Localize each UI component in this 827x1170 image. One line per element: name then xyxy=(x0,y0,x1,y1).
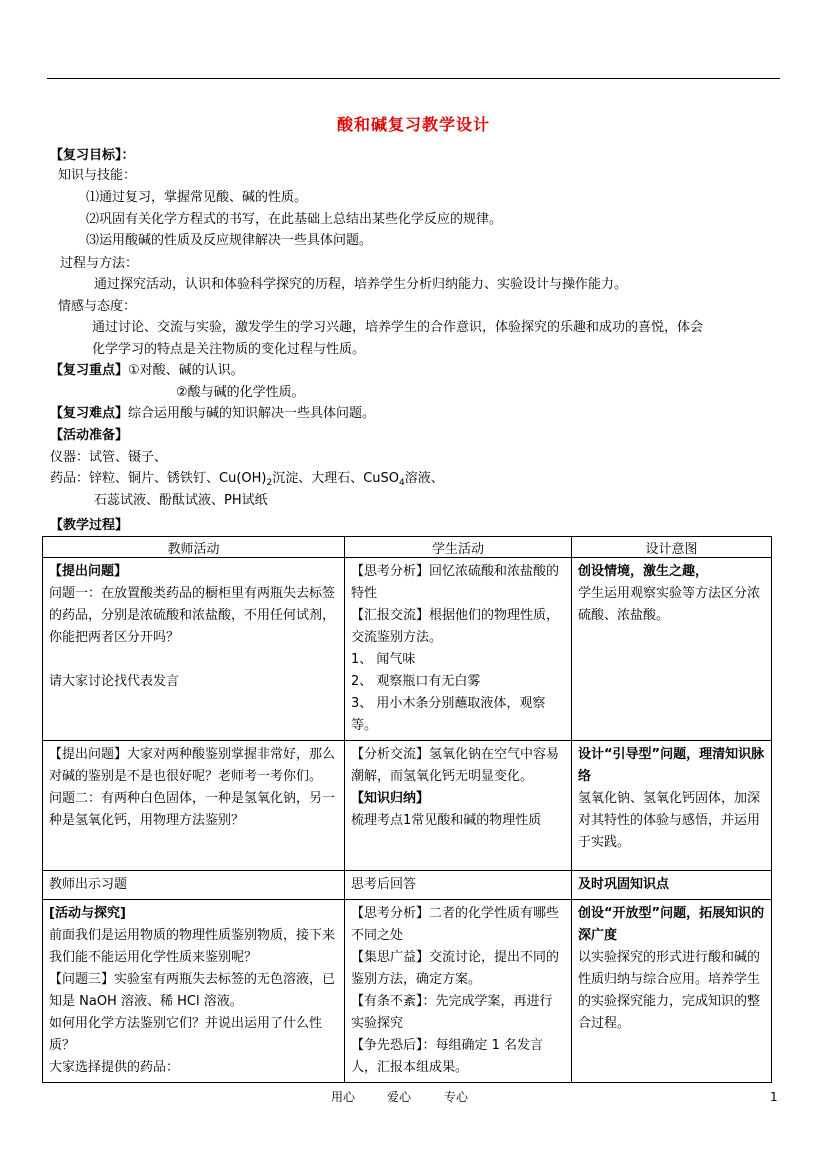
cell-text: 学生运用观察实验等方法区分浓硫酸、浓盐酸。 xyxy=(578,586,761,623)
goals-heading: 【复习目标】： xyxy=(50,148,135,163)
header-rule xyxy=(47,78,780,79)
reagents-line-2: 石蕊试液、酚酞试液、PH试纸 xyxy=(94,493,268,508)
cell-text: 【知识归纳】 xyxy=(351,791,430,806)
emotion-text: 化学学习的特点是关注物质的变化过程与性质。 xyxy=(92,342,366,357)
cell-text: 问题一：在放置酸类药品的橱柜里有两瓶失去标签的药品，分别是浓硫酸和浓盐酸，不用任何试剂，你能把两者区分开吗？ xyxy=(49,586,336,645)
difficulty xyxy=(50,404,375,424)
cell-text: 【分析交流】氢氧化钠在空气中容易潮解，而氢氧化钙无明显变化。 xyxy=(351,747,560,784)
lesson-table xyxy=(42,536,772,1083)
cell-text: 前面我们是运用物质的物理性质鉴别物质，接下来我们能不能运用化学性质来鉴别呢？ xyxy=(49,928,336,965)
cell-text: 【集思广益】交流讨论，提出不同的鉴别方法，确定方案。 xyxy=(351,950,560,987)
cell-text: [活动与探究] xyxy=(49,906,126,921)
student-cell xyxy=(345,900,572,1083)
cell-text: 2、 观察瓶口有无白雾 xyxy=(351,674,481,689)
process-section-heading: 【教学过程】 xyxy=(50,518,129,533)
knowledge-item: ⑴通过复习，掌握常见酸、碱的性质。 xyxy=(86,190,308,205)
intent-cell xyxy=(572,558,772,741)
cell-text: 【思考分析】二者的化学性质有哪些不同之处 xyxy=(351,906,560,943)
teacher-cell xyxy=(43,558,345,741)
cell-text: 设计“引导型”问题，理清知识脉络 xyxy=(578,747,765,784)
footer-text: 用心 xyxy=(331,1090,356,1104)
document-title: 酸和碱复习教学设计 xyxy=(336,115,490,134)
emotion-heading: 情感与态度： xyxy=(58,299,137,314)
table-header: 教师活动 xyxy=(43,537,345,558)
cell-text: 问题二：有两种白色固体，一种是氢氧化钠，另一种是氢氧化钙，用物理方法鉴别？ xyxy=(49,791,336,828)
reagents-text: 溶液、 xyxy=(404,471,444,486)
cell-text: 【问题三】实验室有两瓶失去标签的无色溶液，已知是 NaOH 溶液、稀 HCl 溶液。 xyxy=(49,972,336,1009)
cell-text: 【汇报交流】根据他们的物理性质，交流鉴别方法。 xyxy=(351,608,560,645)
key-heading: 【复习重点】 xyxy=(50,363,129,378)
cell-text: 【争先恐后】：每组确定 1 名发言人，汇报本组成果。 xyxy=(351,1038,544,1075)
key-item: ②酸与碱的化学性质。 xyxy=(176,385,305,400)
cell-text: 请大家讨论找代表发言 xyxy=(49,674,180,689)
footer-text: 爱心 xyxy=(387,1090,412,1104)
student-cell xyxy=(345,741,572,871)
cell-text: 大家选择提供的药品： xyxy=(49,1060,180,1075)
table-header: 学生活动 xyxy=(345,537,572,558)
subscript: 2 xyxy=(266,478,273,488)
teacher-cell: 教师出示习题 xyxy=(43,871,345,900)
process-text: 通过探究活动，认识和体验科学探究的历程，培养学生分析归纳能力、实验设计与操作能力。 xyxy=(94,277,628,292)
table-header-row xyxy=(43,537,772,558)
reagents-text: 药品：锌粒、铜片、锈铁钉、Cu(OH) xyxy=(50,471,267,486)
subscript: 4 xyxy=(399,478,405,488)
difficulty-heading: 【复习难点】 xyxy=(50,406,129,421)
cell-text: 梳理考点1常见酸和碱的物理性质 xyxy=(351,813,542,828)
cell-text: 【提出问题】大家对两种酸鉴别掌握非常好，那么对碱的鉴别是不是也很好呢？老师考一考你们。 xyxy=(49,747,336,784)
cell-text: 【思考分析】回忆浓硫酸和浓盐酸的特性 xyxy=(351,564,560,601)
intent-cell: 及时巩固知识点 xyxy=(572,871,772,900)
teacher-cell xyxy=(43,741,345,871)
table-row xyxy=(43,558,772,741)
knowledge-item: ⑵巩固有关化学方程式的书写，在此基础上总结出某些化学反应的规律。 xyxy=(86,212,503,227)
cell-text: 创设“开放型”问题，拓展知识的深广度 xyxy=(578,906,765,943)
cell-text: 1、 闻气味 xyxy=(351,652,416,667)
difficulty-text: 综合运用酸与碱的知识解决一些具体问题。 xyxy=(128,406,376,421)
footer-text: 专心 xyxy=(444,1090,469,1104)
cell-text: 3、 用小木条分别蘸取液体，观察等。 xyxy=(351,696,546,733)
reagents-text: 沉淀、大理石、CuSO xyxy=(272,471,400,486)
emotion-text: 通过讨论、交流与实验，激发学生的学习兴趣，培养学生的合作意识，体验探究的乐趣和成功的喜悦，体会 xyxy=(92,320,704,335)
intent-cell xyxy=(572,900,772,1083)
cell-text: 如何用化学方法鉴别它们？并说出运用了什么性质？ xyxy=(49,1016,323,1053)
table-header: 设计意图 xyxy=(572,537,772,558)
key-points xyxy=(50,361,244,381)
cell-text: 【有条不紊】：先完成学案，再进行实验探究 xyxy=(351,994,553,1031)
cell-text: 创设情境，激生之趣， xyxy=(578,564,709,579)
student-cell xyxy=(345,558,572,741)
table-row xyxy=(43,741,772,871)
intent-cell xyxy=(572,741,772,871)
cell-text: 氢氧化钠、氢氧化钙固体，加深对其特性的体验与感悟，并运用于实践。 xyxy=(578,791,761,850)
teacher-cell xyxy=(43,900,345,1083)
cell-text: 【提出问题】 xyxy=(49,564,128,579)
knowledge-heading: 知识与技能： xyxy=(58,168,137,183)
cell-text: 以实验探究的形式进行酸和碱的性质归纳与综合应用。培养学生的实验探究能力，完成知识的整合过程。 xyxy=(578,950,761,1031)
key-item: ①对酸、碱的认识。 xyxy=(128,363,244,378)
knowledge-item: ⑶运用酸碱的性质及反应规律解决一些具体问题。 xyxy=(86,233,373,248)
process-heading: 过程与方法： xyxy=(60,256,139,271)
student-cell: 思考后回答 xyxy=(345,871,572,900)
page-number: 1 xyxy=(770,1090,778,1104)
table-row xyxy=(43,900,772,1083)
instruments: 仪器：试管、镊子、 xyxy=(50,450,168,465)
prep-heading: 【活动准备】 xyxy=(50,428,129,443)
cell-text xyxy=(49,649,338,671)
reagents xyxy=(50,469,444,493)
table-row xyxy=(43,871,772,900)
